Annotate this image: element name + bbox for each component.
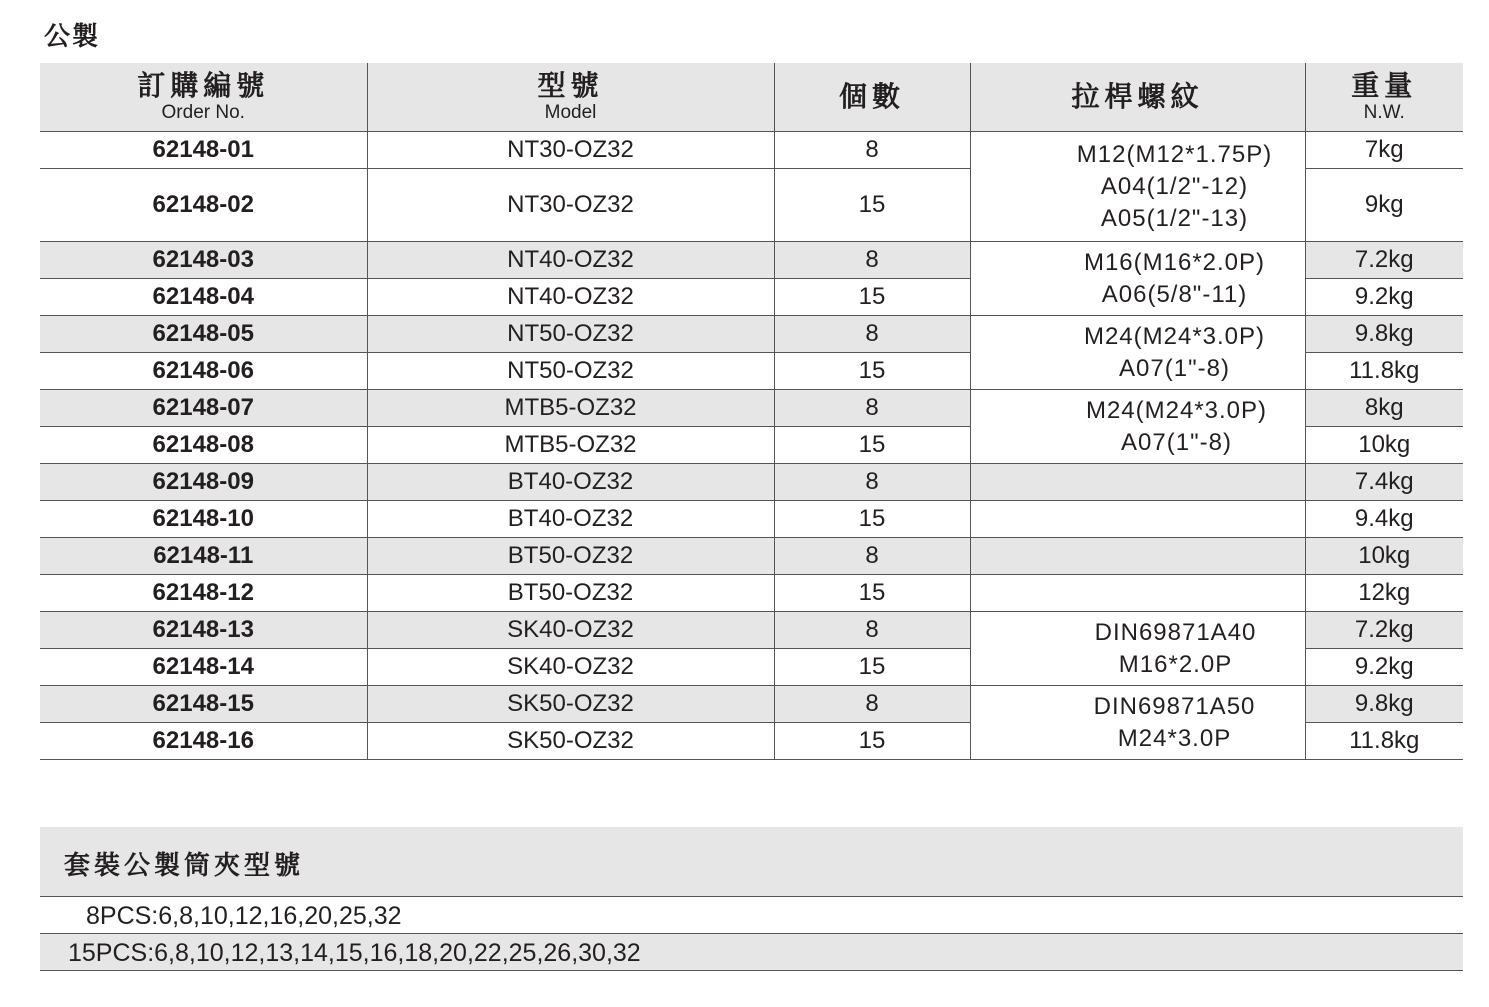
table-row <box>40 612 1463 649</box>
thread-line: DIN69871A50 <box>1093 692 1256 720</box>
header-model <box>367 63 774 132</box>
header-model-en: Model <box>544 102 597 123</box>
weight: 9.8kg <box>1305 686 1463 723</box>
thread-line: A05(1/2"-13) <box>1100 204 1249 232</box>
order-number: 62148-05 <box>40 316 367 353</box>
model: SK40-OZ32 <box>367 612 774 649</box>
model: SK50-OZ32 <box>367 723 774 760</box>
weight: 8kg <box>1305 390 1463 427</box>
thread-line: M24(M24*3.0P) <box>1085 396 1268 424</box>
table-row <box>40 501 1463 538</box>
header-weight-zh: 重量 <box>1351 69 1418 102</box>
model: NT40-OZ32 <box>367 242 774 279</box>
thread-line: A06(5/8"-11) <box>1101 280 1248 308</box>
thread-line: M16(M16*2.0P) <box>1083 248 1266 276</box>
weight: 7kg <box>1305 132 1463 169</box>
model: NT30-OZ32 <box>367 132 774 169</box>
model: SK40-OZ32 <box>367 649 774 686</box>
order-number: 62148-04 <box>40 279 367 316</box>
table-row <box>40 132 1463 169</box>
weight: 10kg <box>1305 538 1463 575</box>
order-number: 62148-09 <box>40 464 367 501</box>
model: SK50-OZ32 <box>367 686 774 723</box>
thread-line: M16*2.0P <box>1118 650 1233 678</box>
count: 15 <box>774 353 970 390</box>
weight: 12kg <box>1305 575 1463 612</box>
weight: 9.2kg <box>1305 279 1463 316</box>
model: MTB5-OZ32 <box>367 427 774 464</box>
weight: 11.8kg <box>1305 353 1463 390</box>
page-title: 公製 <box>44 22 101 52</box>
table-row <box>40 242 1463 279</box>
model: NT50-OZ32 <box>367 353 774 390</box>
model: BT50-OZ32 <box>367 538 774 575</box>
count: 8 <box>774 538 970 575</box>
set-row-8pcs <box>40 897 1463 934</box>
model: MTB5-OZ32 <box>367 390 774 427</box>
set-section-header <box>40 827 1463 897</box>
weight: 7.2kg <box>1305 242 1463 279</box>
count: 15 <box>774 575 970 612</box>
order-number: 62148-03 <box>40 242 367 279</box>
count: 15 <box>774 649 970 686</box>
header-weight <box>1305 63 1463 132</box>
header-thread-zh: 拉桿螺紋 <box>1071 80 1204 113</box>
thread-line: M24*3.0P <box>1117 724 1232 752</box>
count: 8 <box>774 242 970 279</box>
thread-cell <box>970 686 1305 760</box>
table-row <box>40 316 1463 353</box>
thread-line: DIN69871A40 <box>1094 618 1257 646</box>
weight: 7.2kg <box>1305 612 1463 649</box>
order-number: 62148-15 <box>40 686 367 723</box>
order-number: 62148-14 <box>40 649 367 686</box>
count: 15 <box>774 279 970 316</box>
weight: 9.8kg <box>1305 316 1463 353</box>
weight: 9.4kg <box>1305 501 1463 538</box>
table-header-row <box>40 63 1463 132</box>
order-number: 62148-02 <box>40 169 367 242</box>
table-row <box>40 464 1463 501</box>
order-number: 62148-11 <box>40 538 367 575</box>
table-row <box>40 686 1463 723</box>
order-number: 62148-06 <box>40 353 367 390</box>
thread-cell <box>970 612 1305 686</box>
model: NT40-OZ32 <box>367 279 774 316</box>
count: 8 <box>774 132 970 169</box>
header-order <box>40 63 367 132</box>
count: 15 <box>774 427 970 464</box>
thread-line: A07(1"-8) <box>1119 354 1230 382</box>
order-number: 62148-13 <box>40 612 367 649</box>
header-order-zh: 訂購編號 <box>137 69 270 102</box>
model: NT30-OZ32 <box>367 169 774 242</box>
count: 8 <box>774 686 970 723</box>
thread-cell <box>970 390 1305 464</box>
table-row <box>40 575 1463 612</box>
weight: 9.2kg <box>1305 649 1463 686</box>
thread-line: M24(M24*3.0P) <box>1083 322 1266 350</box>
set-row-text: 15PCS:6,8,10,12,13,14,15,16,18,20,22,25,26,30,32 <box>68 939 641 967</box>
spec-table <box>40 63 1463 760</box>
thread-empty-cell <box>970 501 1305 538</box>
model: BT40-OZ32 <box>367 464 774 501</box>
thread-empty-cell <box>970 575 1305 612</box>
set-row-text: 8PCS:6,8,10,12,16,20,25,32 <box>86 902 402 930</box>
count: 8 <box>774 612 970 649</box>
header-model-zh: 型號 <box>537 69 604 102</box>
order-number: 62148-10 <box>40 501 367 538</box>
order-number: 62148-08 <box>40 427 367 464</box>
header-order-en: Order No. <box>161 102 245 123</box>
header-thread <box>970 63 1305 132</box>
model: BT40-OZ32 <box>367 501 774 538</box>
thread-cell <box>970 132 1305 242</box>
table-row <box>40 538 1463 575</box>
model: NT50-OZ32 <box>367 316 774 353</box>
weight: 11.8kg <box>1305 723 1463 760</box>
set-row-15pcs <box>40 934 1463 971</box>
count: 8 <box>774 316 970 353</box>
thread-cell <box>970 242 1305 316</box>
set-section-title: 套裝公製筒夾型號 <box>64 851 305 881</box>
count: 15 <box>774 501 970 538</box>
thread-cell <box>970 316 1305 390</box>
order-number: 62148-01 <box>40 132 367 169</box>
count: 8 <box>774 390 970 427</box>
count: 8 <box>774 464 970 501</box>
order-number: 62148-12 <box>40 575 367 612</box>
header-weight-en: N.W. <box>1363 102 1405 123</box>
thread-line: M12(M12*1.75P) <box>1076 140 1273 168</box>
model: BT50-OZ32 <box>367 575 774 612</box>
order-number: 62148-16 <box>40 723 367 760</box>
thread-empty-cell <box>970 464 1305 501</box>
order-number: 62148-07 <box>40 390 367 427</box>
table-row <box>40 390 1463 427</box>
thread-line: A04(1/2"-12) <box>1100 172 1249 200</box>
thread-empty-cell <box>970 538 1305 575</box>
count: 15 <box>774 169 970 242</box>
weight: 7.4kg <box>1305 464 1463 501</box>
count: 15 <box>774 723 970 760</box>
weight: 10kg <box>1305 427 1463 464</box>
header-count <box>774 63 970 132</box>
weight: 9kg <box>1305 169 1463 242</box>
thread-line: A07(1"-8) <box>1121 428 1232 456</box>
header-count-zh: 個數 <box>838 80 905 113</box>
